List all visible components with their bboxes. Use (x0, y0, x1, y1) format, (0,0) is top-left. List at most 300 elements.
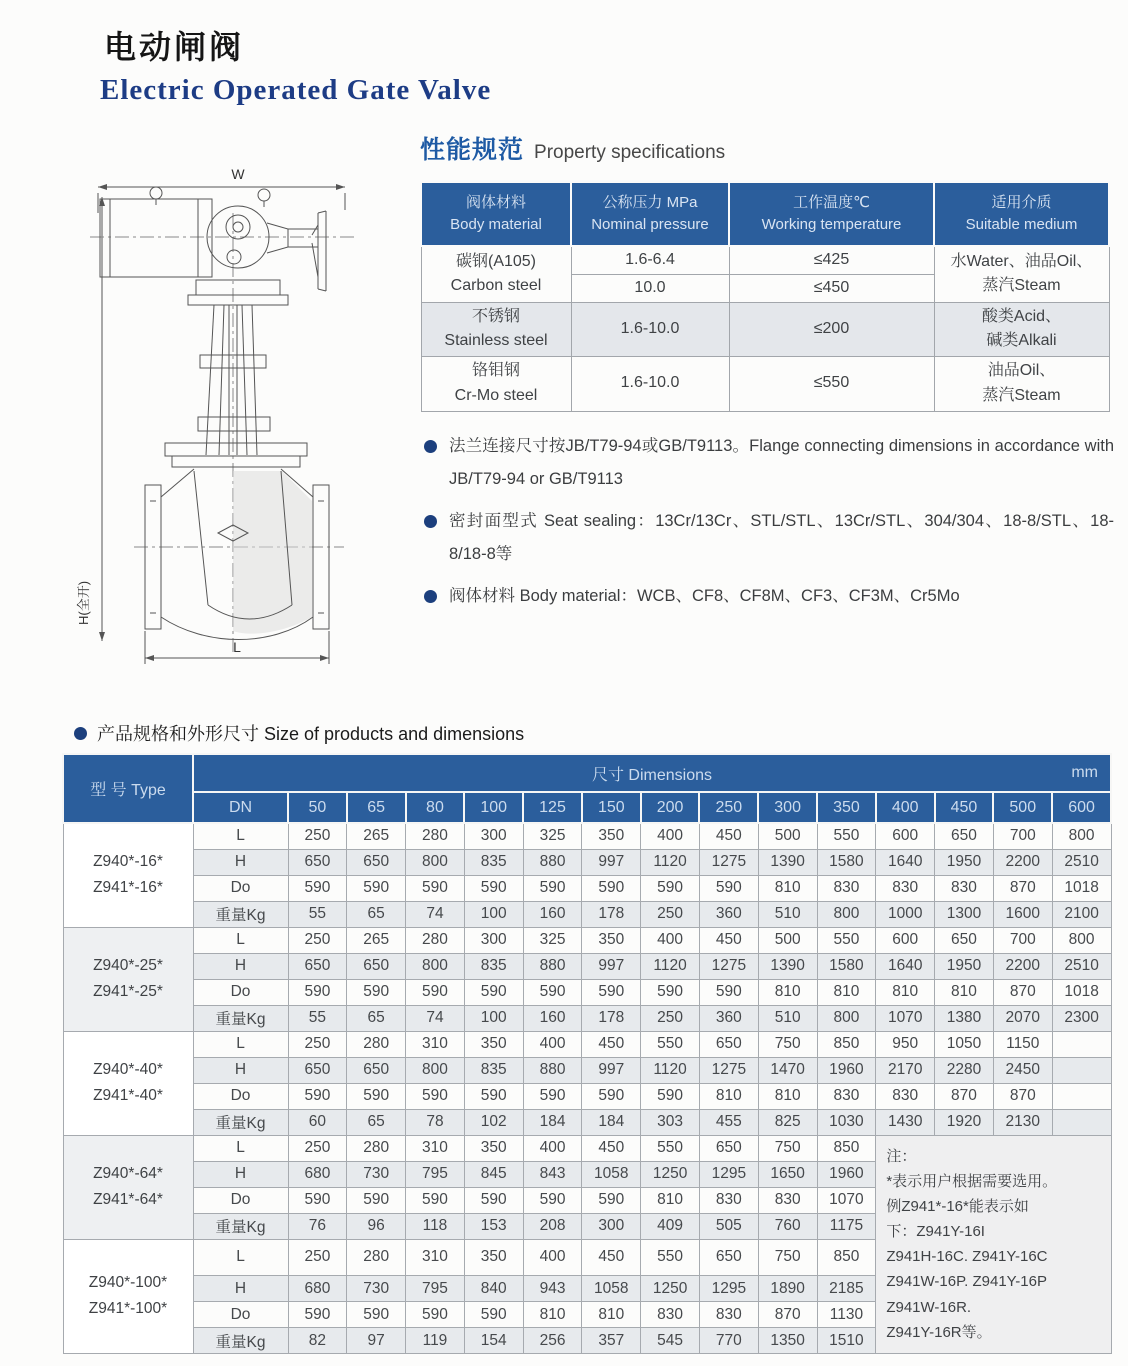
dim-value-cell: 590 (582, 875, 641, 901)
dim-value-cell: 830 (699, 1302, 758, 1328)
spec-value: ≤450 (729, 274, 934, 302)
dim-value-cell: 1600 (993, 901, 1052, 927)
dim-value-cell: 997 (582, 1057, 641, 1083)
page-title-zh: 电动闸阀 (104, 29, 245, 65)
dim-value-cell: 1640 (876, 953, 935, 979)
dim-value-cell: 1390 (758, 849, 817, 875)
dim-value-cell: 800 (817, 901, 876, 927)
valve-drawing-svg (68, 155, 420, 685)
dim-value-cell: 835 (464, 1057, 523, 1083)
dim-value-cell: 800 (406, 1057, 465, 1083)
dim-value-cell: 325 (523, 927, 582, 953)
note-flange-text: 法兰连接尺寸按JB/T79-94或GB/T9113。Flange connecting dimensions in accordance with JB/T79-94 or GB/T9113 (449, 437, 1114, 488)
unit-label: mm (1071, 764, 1098, 781)
dim-value-cell: 770 (699, 1328, 758, 1354)
dn-header: DN (193, 792, 288, 823)
dim-value-cell: 250 (288, 823, 347, 849)
dim-value-cell: 160 (523, 1005, 582, 1031)
dim-value-cell: 74 (406, 901, 465, 927)
dim-row-label: H (193, 1161, 288, 1187)
dim-value-cell: 82 (288, 1328, 347, 1354)
dim-value-cell: 350 (582, 927, 641, 953)
dim-value-cell: 795 (406, 1276, 465, 1302)
dim-value-cell: 96 (347, 1213, 406, 1239)
dim-value-cell: 600 (876, 927, 935, 953)
dim-value-cell: 1275 (699, 849, 758, 875)
dim-value-cell: 178 (582, 901, 641, 927)
dim-value-cell: 310 (406, 1135, 465, 1161)
dim-value-cell: 1275 (699, 1057, 758, 1083)
dim-row-label: H (193, 953, 288, 979)
dim-value-cell: 810 (523, 1302, 582, 1328)
dim-value-cell: 830 (641, 1302, 700, 1328)
dim-value-cell: 1295 (699, 1276, 758, 1302)
dn-column-header: 100 (464, 792, 523, 823)
dim-value-cell: 1390 (758, 953, 817, 979)
dim-value-cell: 840 (464, 1276, 523, 1302)
dim-value-cell: 830 (935, 875, 994, 901)
dim-value-cell: 750 (758, 1031, 817, 1057)
dn-column-header: 600 (1052, 792, 1111, 823)
dim-value-cell: 184 (582, 1109, 641, 1135)
dim-value-cell (1052, 1031, 1111, 1057)
dim-value-cell: 650 (347, 953, 406, 979)
dim-value-cell (1052, 1109, 1111, 1135)
dim-value-cell: 280 (347, 1031, 406, 1057)
dim-value-cell: 810 (641, 1187, 700, 1213)
dimensions-header (193, 754, 1111, 792)
note-seat-text: 密封面型式 Seat sealing：13Cr/13Cr、STL/STL、13Cr/STL、304/304、18-8/STL、18-8/18-8等 (449, 512, 1114, 563)
bullet-icon (74, 727, 87, 740)
dim-value-cell: 1000 (876, 901, 935, 927)
dim-value-cell: 830 (876, 1083, 935, 1109)
dim-value-cell: 590 (288, 1083, 347, 1109)
dn-column-header: 300 (758, 792, 817, 823)
dim-value-cell: 835 (464, 953, 523, 979)
dim-value-cell: 590 (288, 1302, 347, 1328)
dim-value-cell: 1960 (817, 1057, 876, 1083)
valve-technical-drawing (68, 155, 420, 690)
dim-value-cell: 590 (464, 1302, 523, 1328)
dim-value-cell: 280 (347, 1239, 406, 1276)
dim-value-cell: 650 (288, 849, 347, 875)
dim-value-cell: 590 (347, 1302, 406, 1328)
dim-l-label: L (233, 639, 241, 655)
dim-value-cell: 870 (935, 1083, 994, 1109)
dn-column-header: 500 (993, 792, 1052, 823)
dim-value-cell: 1350 (758, 1328, 817, 1354)
dim-value-cell: 250 (288, 1031, 347, 1057)
dim-value-cell: 2130 (993, 1109, 1052, 1135)
dim-value-cell: 590 (582, 1187, 641, 1213)
dim-value-cell: 2280 (935, 1057, 994, 1083)
dim-value-cell: 590 (464, 1187, 523, 1213)
dim-value-cell: 1018 (1052, 875, 1111, 901)
dim-value-cell: 1150 (993, 1031, 1052, 1057)
dim-value-cell: 325 (523, 823, 582, 849)
dim-value-cell: 810 (935, 979, 994, 1005)
dim-value-cell: 2070 (993, 1005, 1052, 1031)
dim-value-cell: 1058 (582, 1276, 641, 1302)
dim-value-cell: 55 (288, 1005, 347, 1031)
dim-value-cell: 360 (699, 1005, 758, 1031)
dim-value-cell: 550 (817, 927, 876, 953)
spec-value: 1.6-10.0 (571, 302, 729, 357)
dim-row-label: 重量Kg (193, 1005, 288, 1031)
dim-value-cell: 750 (758, 1239, 817, 1276)
dim-value-cell: 65 (347, 1005, 406, 1031)
dim-value-cell: 650 (347, 849, 406, 875)
dim-value-cell: 1510 (817, 1328, 876, 1354)
dim-value-cell: 800 (406, 953, 465, 979)
dim-value-cell: 1950 (935, 953, 994, 979)
dim-value-cell: 505 (699, 1213, 758, 1239)
dim-value-cell: 590 (288, 1187, 347, 1213)
dim-row-label: H (193, 849, 288, 875)
dim-value-cell: 1030 (817, 1109, 876, 1135)
dim-value-cell: 2170 (876, 1057, 935, 1083)
dim-value-cell: 2450 (993, 1057, 1052, 1083)
dim-value-cell: 590 (406, 979, 465, 1005)
dim-value-cell: 997 (582, 849, 641, 875)
dim-value-cell: 310 (406, 1031, 465, 1057)
dim-value-cell: 590 (699, 875, 758, 901)
dim-value-cell: 250 (641, 1005, 700, 1031)
dim-value-cell: 1920 (935, 1109, 994, 1135)
spec-value: ≤550 (729, 357, 934, 412)
dim-value-cell: 870 (993, 875, 1052, 901)
dim-value-cell: 409 (641, 1213, 700, 1239)
dim-value-cell: 590 (641, 1083, 700, 1109)
dim-value-cell: 600 (876, 823, 935, 849)
dim-value-cell: 700 (993, 823, 1052, 849)
dimensions-table (62, 753, 1112, 1354)
spec-material-carbon: 碳钢(A105) Carbon steel (421, 246, 571, 302)
dim-value-cell: 750 (758, 1135, 817, 1161)
dim-value-cell: 118 (406, 1213, 465, 1239)
dim-value-cell: 1470 (758, 1057, 817, 1083)
dim-value-cell: 1120 (641, 953, 700, 979)
dim-value-cell: 1430 (876, 1109, 935, 1135)
dn-column-header: 125 (523, 792, 582, 823)
dim-value-cell: 590 (464, 979, 523, 1005)
dim-value-cell: 590 (641, 875, 700, 901)
dim-value-cell: 65 (347, 901, 406, 927)
dim-value-cell: 450 (582, 1239, 641, 1276)
dim-row-label: Do (193, 979, 288, 1005)
dim-value-cell: 680 (288, 1161, 347, 1187)
dim-row-label: Do (193, 875, 288, 901)
dim-value-cell: 310 (406, 1239, 465, 1276)
type-column-header: 型 号 Type (63, 754, 193, 823)
dim-value-cell: 590 (347, 1187, 406, 1213)
dim-value-cell: 650 (288, 1057, 347, 1083)
dim-value-cell: 550 (817, 823, 876, 849)
dim-value-cell: 250 (288, 1239, 347, 1276)
dim-row-label: Do (193, 1302, 288, 1328)
dim-value-cell: 450 (582, 1135, 641, 1161)
dim-value-cell: 997 (582, 953, 641, 979)
note-box: 注： *表示用户根据需要选用。 例Z941*-16*能表示如 下：Z941Y-16I Z941H-16C. Z941Y-16C Z941W-16P. Z941Y-16P Z941W-16R. Z941Y-16R等。 (876, 1135, 1111, 1354)
dim-value-cell: 250 (288, 1135, 347, 1161)
dim-value-cell: 1070 (817, 1187, 876, 1213)
dn-column-header: 65 (347, 792, 406, 823)
dim-value-cell: 510 (758, 1005, 817, 1031)
dim-value-cell: 400 (523, 1239, 582, 1276)
dim-value-cell: 1650 (758, 1161, 817, 1187)
dn-column-header: 250 (699, 792, 758, 823)
dimensions-heading-text: 产品规格和外形尺寸 Size of products and dimensions (97, 724, 525, 744)
dim-value-cell: 825 (758, 1109, 817, 1135)
spec-col-temperature: 工作温度℃ Working temperature (729, 182, 934, 246)
spec-value: 10.0 (571, 274, 729, 302)
dim-value-cell: 400 (641, 823, 700, 849)
spec-value: ≤200 (729, 302, 934, 357)
dim-value-cell: 810 (582, 1302, 641, 1328)
dim-value-cell: 350 (582, 823, 641, 849)
dim-value-cell: 500 (758, 927, 817, 953)
dim-value-cell: 60 (288, 1109, 347, 1135)
bullet-icon (424, 515, 437, 528)
spec-material-crmo: 铬钼钢 Cr-Mo steel (421, 357, 571, 412)
dim-value-cell (1052, 1057, 1111, 1083)
dim-value-cell: 680 (288, 1276, 347, 1302)
dn-column-header: 400 (876, 792, 935, 823)
spec-notes (420, 430, 1114, 622)
dim-value-cell: 880 (523, 953, 582, 979)
dim-value-cell: 760 (758, 1213, 817, 1239)
dim-value-cell: 280 (406, 927, 465, 953)
dim-value-cell: 100 (464, 901, 523, 927)
dim-value-cell: 550 (641, 1031, 700, 1057)
type-cell: Z940*-100* Z941*-100* (63, 1239, 193, 1354)
dim-value-cell: 590 (523, 1083, 582, 1109)
dim-value-cell: 1580 (817, 953, 876, 979)
dim-value-cell: 360 (699, 901, 758, 927)
dim-value-cell: 300 (464, 823, 523, 849)
dim-value-cell: 650 (288, 953, 347, 979)
dim-value-cell: 55 (288, 901, 347, 927)
dim-value-cell (1052, 1083, 1111, 1109)
dim-value-cell: 2100 (1052, 901, 1111, 927)
dimensions-header-title: 尺寸 Dimensions (591, 766, 713, 784)
dim-value-cell: 950 (876, 1031, 935, 1057)
dim-row-label: 重量Kg (193, 1213, 288, 1239)
dim-value-cell: 830 (758, 1187, 817, 1213)
dim-value-cell: 265 (347, 823, 406, 849)
dn-column-header: 50 (288, 792, 347, 823)
dim-value-cell: 810 (817, 979, 876, 1005)
dim-value-cell: 280 (347, 1135, 406, 1161)
dim-value-cell: 1250 (641, 1161, 700, 1187)
dim-value-cell: 800 (817, 1005, 876, 1031)
dim-value-cell: 870 (993, 979, 1052, 1005)
dim-value-cell: 830 (876, 875, 935, 901)
dim-value-cell: 590 (641, 979, 700, 1005)
dim-value-cell: 1058 (582, 1161, 641, 1187)
dim-value-cell: 119 (406, 1328, 465, 1354)
dim-value-cell: 590 (699, 979, 758, 1005)
dim-row-label: L (193, 1031, 288, 1057)
dim-value-cell: 300 (582, 1213, 641, 1239)
dim-value-cell: 2300 (1052, 1005, 1111, 1031)
dim-value-cell: 810 (758, 875, 817, 901)
dim-value-cell: 810 (876, 979, 935, 1005)
dim-value-cell: 550 (641, 1239, 700, 1276)
specs-section-heading (420, 130, 725, 166)
dim-value-cell: 1018 (1052, 979, 1111, 1005)
dn-column-header: 450 (935, 792, 994, 823)
dim-value-cell: 450 (699, 823, 758, 849)
dim-row-label: H (193, 1057, 288, 1083)
dim-value-cell: 357 (582, 1328, 641, 1354)
dim-value-cell: 650 (699, 1031, 758, 1057)
dim-value-cell: 700 (993, 927, 1052, 953)
dim-value-cell: 510 (758, 901, 817, 927)
dim-value-cell: 590 (406, 1302, 465, 1328)
dim-h-label: H(全开) (76, 580, 91, 625)
dim-value-cell: 100 (464, 1005, 523, 1031)
property-specs-table (420, 181, 1110, 412)
dim-value-cell: 76 (288, 1213, 347, 1239)
dim-value-cell: 590 (523, 1187, 582, 1213)
dim-value-cell: 550 (641, 1135, 700, 1161)
dim-value-cell: 650 (347, 1057, 406, 1083)
dim-value-cell: 830 (699, 1187, 758, 1213)
dim-value-cell: 590 (464, 1083, 523, 1109)
dim-value-cell: 154 (464, 1328, 523, 1354)
dim-value-cell: 943 (523, 1276, 582, 1302)
dim-value-cell: 208 (523, 1213, 582, 1239)
dim-value-cell: 800 (1052, 823, 1111, 849)
dim-value-cell: 845 (464, 1161, 523, 1187)
dim-row-label: Do (193, 1187, 288, 1213)
dim-value-cell: 400 (523, 1031, 582, 1057)
dim-value-cell: 2510 (1052, 849, 1111, 875)
spec-col-medium: 适用介质 Suitable medium (934, 182, 1109, 246)
dim-value-cell: 1960 (817, 1161, 876, 1187)
dim-value-cell: 850 (817, 1135, 876, 1161)
dim-row-label: Do (193, 1083, 288, 1109)
specs-heading-en: Property specifications (534, 142, 726, 163)
dim-row-label: L (193, 823, 288, 849)
dim-value-cell: 350 (464, 1031, 523, 1057)
dn-column-header: 200 (641, 792, 700, 823)
dim-value-cell: 590 (347, 1083, 406, 1109)
spec-medium-carbon: 水Water、油品Oil、 蒸汽Steam (934, 246, 1109, 302)
dim-value-cell: 590 (288, 875, 347, 901)
dim-value-cell: 450 (699, 927, 758, 953)
dim-value-cell: 455 (699, 1109, 758, 1135)
note-seat-sealing (420, 505, 1114, 571)
type-cell: Z940*-64* Z941*-64* (63, 1135, 193, 1239)
dim-value-cell: 74 (406, 1005, 465, 1031)
dim-value-cell: 590 (523, 875, 582, 901)
dim-value-cell: 184 (523, 1109, 582, 1135)
dim-value-cell: 1275 (699, 953, 758, 979)
page-title-en: Electric Operated Gate Valve (100, 74, 492, 106)
dim-value-cell: 880 (523, 1057, 582, 1083)
dn-column-header: 350 (817, 792, 876, 823)
spec-value: 1.6-6.4 (571, 246, 729, 274)
dn-column-header: 150 (582, 792, 641, 823)
dim-value-cell: 102 (464, 1109, 523, 1135)
dim-value-cell: 650 (699, 1239, 758, 1276)
dim-row-label: H (193, 1276, 288, 1302)
dim-w-label: W (231, 166, 245, 182)
dim-value-cell: 280 (406, 823, 465, 849)
dim-row-label: 重量Kg (193, 1328, 288, 1354)
dim-value-cell: 160 (523, 901, 582, 927)
dim-value-cell: 590 (406, 1083, 465, 1109)
dim-value-cell: 590 (347, 875, 406, 901)
dim-row-label: L (193, 927, 288, 953)
dn-column-header: 80 (406, 792, 465, 823)
dim-value-cell: 450 (582, 1031, 641, 1057)
dim-row-label: 重量Kg (193, 1109, 288, 1135)
note-body-text: 阀体材料 Body material：WCB、CF8、CF8M、CF3、CF3M、Cr5Mo (449, 587, 960, 605)
dim-value-cell: 250 (641, 901, 700, 927)
dim-value-cell: 1640 (876, 849, 935, 875)
spec-medium-crmo: 油品Oil、 蒸汽Steam (934, 357, 1109, 412)
dim-value-cell: 1120 (641, 1057, 700, 1083)
type-cell: Z940*-25* Z941*-25* (63, 927, 193, 1031)
dim-value-cell: 730 (347, 1276, 406, 1302)
dim-value-cell: 1950 (935, 849, 994, 875)
dim-value-cell: 590 (582, 979, 641, 1005)
dim-value-cell: 835 (464, 849, 523, 875)
spec-col-pressure: 公称压力 MPa Nominal pressure (571, 182, 729, 246)
dim-value-cell: 97 (347, 1328, 406, 1354)
dim-value-cell: 153 (464, 1213, 523, 1239)
dim-value-cell: 265 (347, 927, 406, 953)
dim-value-cell: 810 (699, 1083, 758, 1109)
specs-heading-zh: 性能规范 (420, 136, 525, 164)
dim-value-cell: 1890 (758, 1276, 817, 1302)
dim-value-cell: 830 (817, 875, 876, 901)
dim-value-cell: 1295 (699, 1161, 758, 1187)
dim-value-cell: 178 (582, 1005, 641, 1031)
dim-value-cell: 870 (993, 1083, 1052, 1109)
dim-value-cell: 1070 (876, 1005, 935, 1031)
dim-value-cell: 545 (641, 1328, 700, 1354)
dim-value-cell: 2185 (817, 1276, 876, 1302)
dim-value-cell: 650 (935, 927, 994, 953)
dim-value-cell: 590 (582, 1083, 641, 1109)
dim-value-cell: 810 (758, 979, 817, 1005)
dim-value-cell: 795 (406, 1161, 465, 1187)
dim-value-cell: 590 (406, 1187, 465, 1213)
note-flange (420, 430, 1114, 496)
note-body-material (420, 580, 1114, 613)
dim-value-cell: 590 (288, 979, 347, 1005)
dim-value-cell: 800 (406, 849, 465, 875)
dim-value-cell: 730 (347, 1161, 406, 1187)
spec-medium-stainless: 酸类Acid、 碱类Alkali (934, 302, 1109, 357)
dim-value-cell: 256 (523, 1328, 582, 1354)
dim-value-cell: 2510 (1052, 953, 1111, 979)
type-cell: Z940*-40* Z941*-40* (63, 1031, 193, 1135)
dim-value-cell: 303 (641, 1109, 700, 1135)
spec-material-stainless: 不锈钢 Stainless steel (421, 302, 571, 357)
dim-row-label: L (193, 1135, 288, 1161)
dim-value-cell: 880 (523, 849, 582, 875)
dim-value-cell: 843 (523, 1161, 582, 1187)
dim-value-cell: 65 (347, 1109, 406, 1135)
dim-value-cell: 590 (464, 875, 523, 901)
dim-value-cell: 78 (406, 1109, 465, 1135)
dim-value-cell: 800 (1052, 927, 1111, 953)
